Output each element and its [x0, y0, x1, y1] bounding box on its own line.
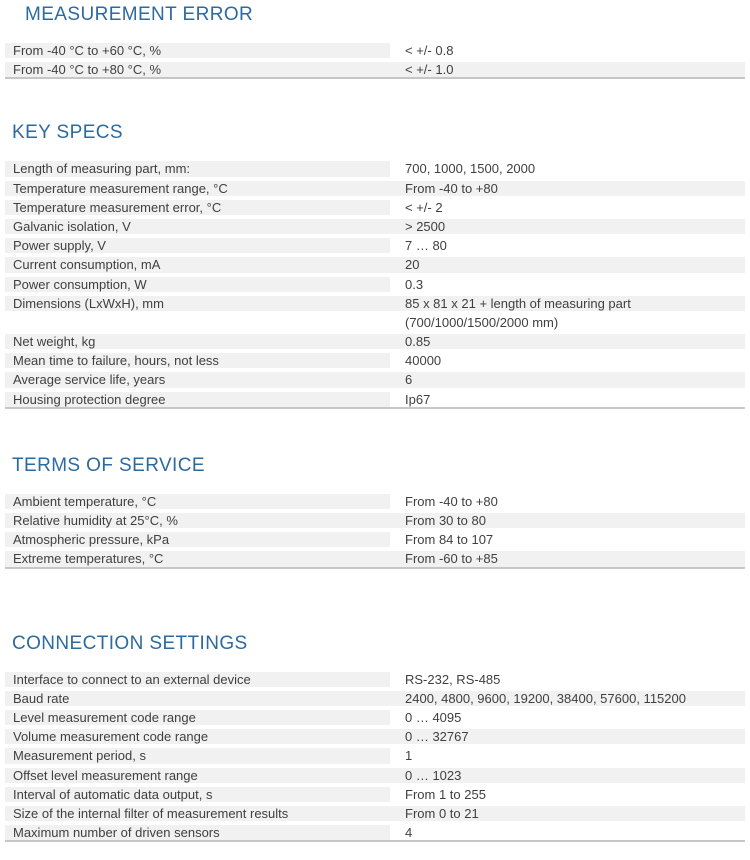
spec-value: 1	[405, 748, 413, 764]
spec-row	[5, 200, 745, 215]
spec-value: < +/- 1.0	[405, 62, 454, 78]
spec-table	[5, 672, 745, 843]
spec-label: Offset level measurement range	[5, 768, 390, 783]
spec-label: Housing protection degree	[5, 392, 390, 407]
spec-row	[5, 825, 745, 840]
spec-value: From 0 to 21	[405, 805, 479, 821]
section-heading: CONNECTION SETTINGS	[12, 632, 248, 654]
spec-label: Length of measuring part, mm:	[5, 161, 390, 176]
spec-row	[5, 768, 745, 783]
spec-label: Level measurement code range	[5, 710, 390, 725]
spec-table	[5, 161, 745, 408]
spec-row	[5, 513, 745, 528]
spec-label: Power supply, V	[5, 238, 390, 253]
spec-label: Interval of automatic data output, s	[5, 787, 390, 802]
spec-value: 6	[405, 372, 413, 388]
spec-row	[5, 672, 745, 687]
spec-label: Galvanic isolation, V	[5, 219, 390, 234]
spec-label: Atmospheric pressure, kPa	[5, 532, 390, 547]
spec-row	[5, 296, 745, 311]
spec-label: Relative humidity at 25°C, %	[5, 513, 390, 528]
spec-label: Power consumption, W	[5, 277, 390, 292]
section-key-specs	[5, 122, 745, 408]
spec-row	[5, 372, 745, 387]
spec-label: Volume measurement code range	[5, 729, 390, 744]
spec-label: Extreme temperatures, °C	[5, 551, 390, 566]
spec-value: From -60 to +85	[405, 551, 498, 567]
spec-value: 4	[405, 825, 413, 841]
spec-row	[5, 257, 745, 272]
spec-value: From -40 to +80	[405, 180, 498, 196]
spec-label: From -40 °C to +60 °C, %	[5, 43, 390, 58]
spec-label: Maximum number of driven sensors	[5, 825, 390, 840]
spec-value: < +/- 2	[405, 199, 443, 215]
spec-table	[5, 43, 745, 79]
spec-value: 20	[405, 257, 420, 273]
spec-row	[5, 334, 745, 349]
spec-value: 0 … 1023	[405, 767, 462, 783]
spec-label: Mean time to failure, hours, not less	[5, 353, 390, 368]
spec-label: Measurement period, s	[5, 748, 390, 763]
spec-row	[5, 494, 745, 509]
spec-value: From 30 to 80	[405, 513, 486, 528]
spec-row	[5, 551, 745, 566]
spec-label: Current consumption, mA	[5, 257, 390, 272]
spec-value: 700, 1000, 1500, 2000	[405, 161, 536, 177]
spec-row	[5, 161, 745, 176]
spec-value: 0.3	[405, 276, 424, 292]
spec-value: From 84 to 107	[405, 532, 494, 548]
spec-value: 0.85	[405, 334, 431, 350]
spec-value: From 1 to 255	[405, 786, 486, 802]
section-heading: MEASUREMENT ERROR	[25, 4, 254, 25]
spec-row	[5, 787, 745, 802]
spec-label: Dimensions (LxWxH), mm	[5, 296, 390, 311]
spec-label: Net weight, kg	[5, 334, 390, 349]
spec-row	[5, 181, 745, 196]
spec-label: From -40 °C to +80 °C, %	[5, 62, 390, 77]
spec-table	[5, 494, 745, 569]
spec-value: 85 x 81 x 21 + length of measuring part	[405, 295, 631, 311]
section-heading: KEY SPECS	[12, 122, 123, 144]
spec-value: From -40 to +80	[405, 493, 498, 509]
spec-row	[5, 729, 745, 744]
spec-value: RS-232, RS-485	[405, 671, 501, 687]
spec-label: Size of the internal filter of measurement results	[5, 806, 390, 821]
spec-value: 7 … 80	[405, 238, 447, 254]
spec-value: 2400, 4800, 9600, 19200, 38400, 57600, 115200	[405, 690, 686, 706]
spec-row	[5, 748, 745, 763]
spec-label: Temperature measurement error, °C	[5, 200, 390, 215]
spec-row	[5, 392, 745, 407]
spec-value: 0 … 4095	[405, 709, 462, 725]
spec-label: Average service life, years	[5, 372, 390, 387]
spec-label: Interface to connect to an external device	[5, 672, 390, 687]
section-heading: TERMS OF SERVICE	[12, 454, 205, 476]
spec-value: 40000	[405, 353, 442, 369]
spec-value: 0 … 32767	[405, 729, 469, 745]
spec-row	[5, 238, 745, 253]
section-measurement-error	[5, 4, 745, 79]
spec-row	[5, 691, 745, 706]
spec-row	[5, 806, 745, 821]
spec-label: Baud rate	[5, 691, 390, 706]
spec-value: Ip67	[405, 391, 431, 407]
spec-row	[5, 532, 745, 547]
spec-label	[5, 315, 390, 330]
spec-value: (700/1000/1500/2000 mm)	[405, 314, 559, 330]
spec-row	[5, 277, 745, 292]
spec-label: Ambient temperature, °C	[5, 494, 390, 509]
section-connection-settings	[5, 633, 745, 843]
spec-row	[5, 43, 745, 58]
spec-value: > 2500	[405, 218, 446, 234]
spec-value: < +/- 0.8	[405, 43, 454, 58]
spec-row	[5, 315, 745, 330]
section-terms-of-service	[5, 455, 745, 569]
spec-row	[5, 710, 745, 725]
spec-label: Temperature measurement range, °C	[5, 181, 390, 196]
spec-row	[5, 353, 745, 368]
spec-row	[5, 219, 745, 234]
spec-row	[5, 62, 745, 77]
